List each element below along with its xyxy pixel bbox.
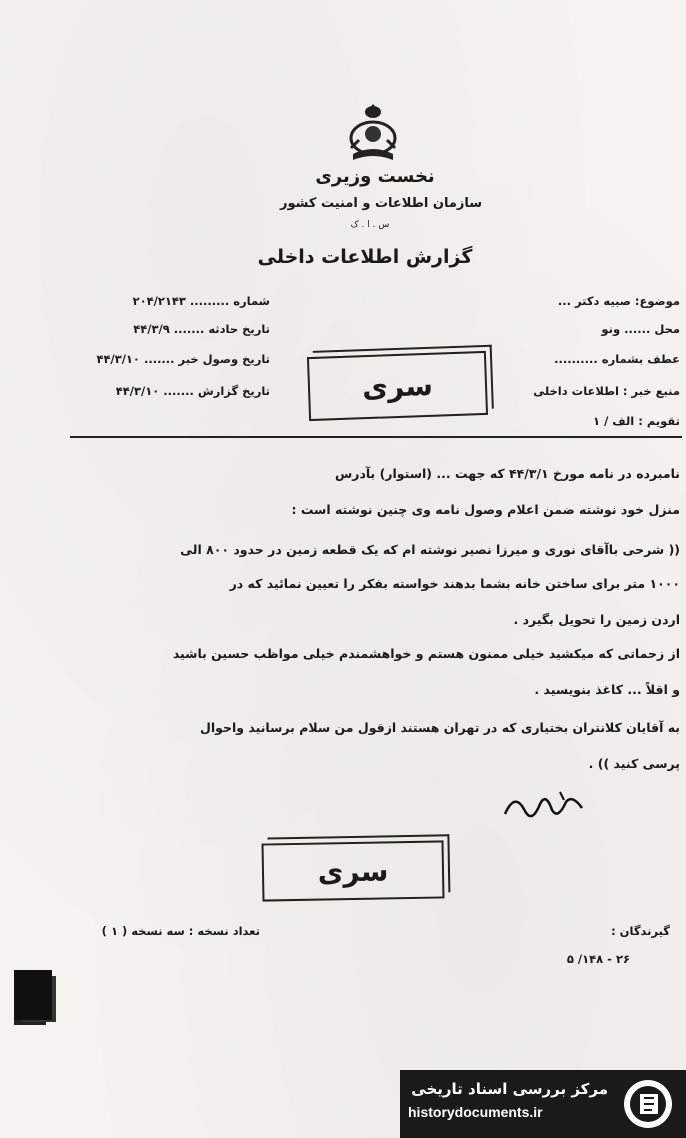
organization-title: سازمان اطلاعات و امنیت کشور [280, 196, 483, 211]
body-line: اردن زمین را تحویل بگیرد . [513, 612, 680, 627]
meta-report-date: تاریخ گزارش ....... ۴۴/۳/۱۰ [115, 384, 270, 398]
body-line: از زحماتی که میکشید خیلی ممنون هستم و خواهشمندم خیلی مواظب حسین باشید [172, 646, 680, 661]
secret-stamp-top: سری [307, 351, 488, 421]
lion-and-sun-emblem-icon [343, 100, 403, 170]
recipients-label: گیرندگان : [611, 924, 670, 938]
watermark-site-title: مرکز بررسی اسناد تاریخی [411, 1080, 608, 1098]
ministry-title: نخست وزیری [315, 166, 435, 187]
secret-stamp-bottom: سری [262, 840, 445, 901]
handwritten-signature-icon [500, 786, 590, 826]
meta-event-date: تاریخ حادثه ....... ۴۴/۳/۹ [133, 322, 270, 336]
ink-blot [14, 970, 52, 1020]
body-line: ۱۰۰۰ متر برای ساختن خانه بشما بدهند خواسته بفکر را تعیین نمائید که در [229, 576, 680, 591]
meta-subject: موضوع: صبیه دکتر ... [557, 294, 680, 308]
copies-count: تعداد نسخه : سه نسخه ( ۱ ) [101, 924, 260, 938]
body-line: (( شرحی باآقای نوری و میرزا نصیر نوشته ام که یک قطعه زمین در حدود ۸۰۰ الی [180, 542, 680, 557]
meta-location: محل ...... ونو [601, 322, 680, 336]
report-type-title: گزارش اطلاعات داخلی [257, 246, 473, 268]
organization-code: س . ا . ک [350, 220, 390, 230]
meta-number: شماره ......... ۲۰۴/۲۱۴۳ [132, 294, 270, 308]
header-divider [70, 436, 682, 438]
body-line: به آقایان کلانتران بختیاری که در تهران هستند ازقول من سلام برسانید واحوال [200, 720, 680, 735]
body-line: پرسی کنید )) . [588, 756, 680, 771]
body-line: نامبرده در نامه مورخ ۴۴/۳/۱ که جهت ... (استوار) بآدرس [335, 466, 680, 481]
archive-logo-icon [622, 1078, 674, 1130]
meta-reference: عطف بشماره .......... [554, 352, 680, 366]
body-line: و اقلاً ... کاغذ بنویسید . [534, 682, 680, 697]
body-line: منزل خود نوشته ضمن اعلام وصول نامه وی چنین نوشته است : [291, 502, 680, 517]
meta-source: منبع خبر : اطلاعات داخلی [533, 384, 680, 398]
meta-evaluation: تقویم : الف / ۱ [593, 414, 680, 428]
document-code: ۲۶ - ۱۴۸/ ۵ [566, 952, 630, 966]
meta-receipt-date: تاریخ وصول خبر ....... ۴۴/۳/۱۰ [96, 352, 270, 366]
watermark-url: historydocuments.ir [408, 1104, 543, 1120]
